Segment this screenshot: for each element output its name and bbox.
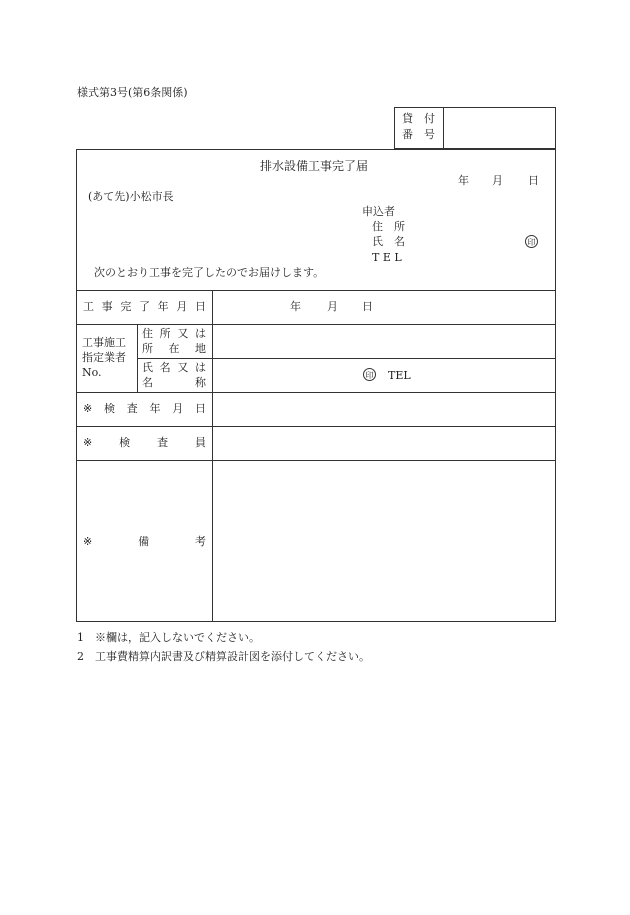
row-divider: [76, 290, 556, 291]
applicant-address-label: 住 所: [372, 220, 405, 233]
inspector-label: ※ 検 査 員: [83, 436, 206, 449]
contractor-name-label-line1: 氏 名 又 は: [142, 361, 206, 374]
receipt-label-line2: 番 号: [402, 128, 435, 141]
applicant-name-label: 氏 名: [372, 235, 405, 248]
contractor-address-label-line1: 住 所 又 は: [142, 327, 206, 340]
form-title: 排水設備工事完了届: [260, 159, 369, 173]
note-number: 2: [77, 650, 84, 663]
note-number: 1: [77, 631, 84, 644]
column-divider: [212, 290, 213, 622]
row-divider: [137, 358, 556, 359]
column-divider: [137, 324, 138, 392]
contractor-group-label-line1: 工事施工: [82, 336, 126, 349]
remarks-label: ※ 備 考: [83, 535, 206, 548]
receipt-divider: [443, 107, 444, 149]
seal-icon: 印: [525, 235, 538, 248]
inspection-date-label: ※ 検 査 年 月 日: [83, 402, 206, 415]
row-divider: [76, 324, 556, 325]
contractor-group-label-line3: No.: [82, 366, 102, 379]
contractor-group-label-line2: 指定業者: [82, 351, 126, 364]
row-divider: [76, 426, 556, 427]
row-divider: [76, 392, 556, 393]
completion-day: 日: [362, 300, 373, 313]
applicant-tel-label: T E L: [372, 251, 402, 264]
row-divider: [76, 460, 556, 461]
note-text: ※欄は，記入しないでください。: [95, 631, 260, 644]
contractor-address-label-line2: 所 在 地: [142, 342, 206, 355]
completion-year: 年: [290, 300, 301, 313]
date-month: 月: [492, 174, 503, 187]
note-text: 工事費精算内訳書及び精算設計図を添付してください。: [95, 650, 370, 663]
completion-month: 月: [327, 300, 338, 313]
date-year: 年: [458, 174, 469, 187]
statement: 次のとおり工事を完了したのでお届けします。: [94, 266, 325, 279]
contractor-name-label-line2: 名 称: [142, 376, 206, 389]
form-number: 様式第3号(第6条関係): [77, 86, 188, 99]
addressee: (あて先)小松市長: [88, 190, 174, 203]
date-day: 日: [528, 174, 539, 187]
applicant-label: 申込者: [362, 205, 395, 218]
contractor-tel-label: TEL: [388, 369, 411, 382]
receipt-label-line1: 貸 付: [402, 112, 435, 125]
completion-date-label: 工 事 完 了 年 月 日: [83, 300, 206, 313]
contractor-seal-icon: 印: [363, 368, 376, 381]
